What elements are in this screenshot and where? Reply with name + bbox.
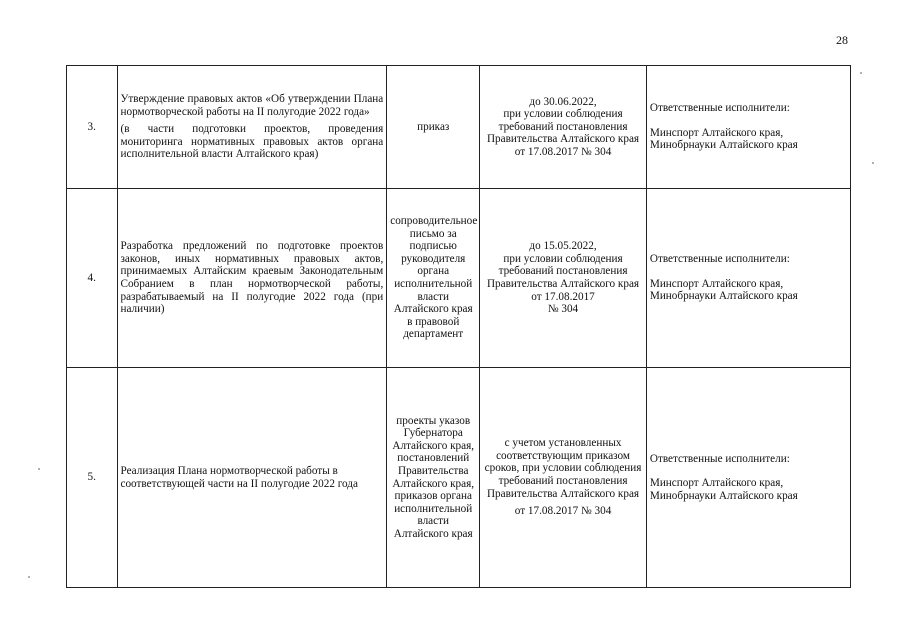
measure-name-line: Утверждение правовых актов «Об утверждении Плана нормотворческой работы на II полугодие 2022 года»	[120, 93, 384, 118]
responsible-org: Минобрнауки Алтайского края	[649, 290, 798, 303]
plan-table	[66, 65, 851, 588]
table-row	[67, 66, 851, 189]
page-number: 28	[836, 33, 848, 47]
scan-speck	[38, 468, 40, 470]
deadline	[480, 368, 647, 588]
responsible-title: Ответственные исполнители:	[649, 102, 790, 115]
responsible	[646, 189, 850, 368]
responsible-title: Ответственные исполнители:	[649, 452, 790, 465]
responsible	[646, 66, 850, 189]
deadline-condition: при условии соблюдения требований постановления Правительства Алтайского края от 17.08.2017 № 304	[486, 108, 640, 158]
responsible-title: Ответственные исполнители:	[649, 253, 790, 266]
responsible-org: Минспорт Алтайского края,	[649, 477, 784, 490]
responsible-org: Минобрнауки Алтайского края	[649, 139, 798, 152]
scan-speck	[860, 72, 862, 74]
deadline-date: до 30.06.2022,	[529, 95, 597, 108]
scan-speck	[872, 162, 874, 164]
responsible-org: Минспорт Алтайского края,	[649, 126, 784, 139]
document-type: сопроводительное письмо за подписью руководителя органа исполнительной власти Алтайского края в правовой департамент	[387, 189, 480, 368]
document-type: проекты указов Губернатора Алтайского края, постановлений Правительства Алтайского края, приказов органа исполнительной власти Алтайского края	[387, 368, 480, 588]
deadline-condition: с учетом установленных соответствующим приказом сроков, при условии соблюдения требований постановления Правительства Алтайского края	[484, 437, 642, 500]
deadline-condition: при условии соблюдения требований постановления Правительства Алтайского края от 17.08.2017	[486, 252, 640, 303]
measure-name	[117, 66, 387, 189]
deadline	[480, 66, 647, 189]
row-number: 5.	[67, 368, 118, 588]
deadline-condition: от 17.08.2017 № 304	[514, 505, 612, 518]
table-row	[67, 368, 851, 588]
measure-name-note: (в части подготовки проектов, проведения мониторинга нормативных правовых актов органа исполнительной власти Алтайского края)	[120, 123, 384, 161]
table-row	[67, 189, 851, 368]
row-number: 3.	[67, 66, 118, 189]
deadline	[480, 189, 647, 368]
measure-name: Разработка предложений по подготовке проектов законов, иных нормативных правовых актов, принимаемых Алтайским краевым Законодательным Собранием в план нормотворческой работы, разрабатываемый на II полугодие 2022 года (при наличии)	[117, 189, 387, 368]
deadline-condition: № 304	[547, 303, 579, 316]
responsible-org: Минобрнауки Алтайского края	[649, 489, 798, 502]
measure-name: Реализация Плана нормотворческой работы в соответствующей части на II полугодие 2022 года	[117, 368, 387, 588]
deadline-date: до 15.05.2022,	[529, 240, 597, 253]
row-number: 4.	[67, 189, 118, 368]
responsible	[646, 368, 850, 588]
responsible-org: Минспорт Алтайского края,	[649, 277, 784, 290]
document-type: приказ	[387, 66, 480, 189]
scan-speck	[28, 576, 30, 578]
